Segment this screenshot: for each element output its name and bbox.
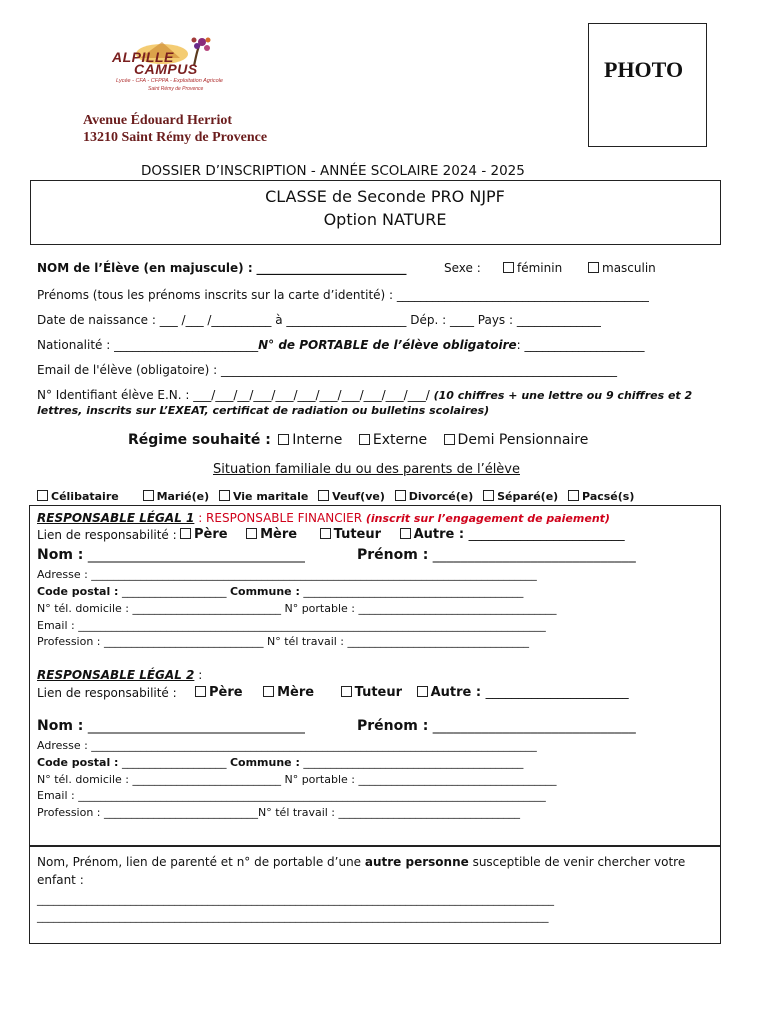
class-title-line1: CLASSE de Seconde PRO NJPF [265,187,505,206]
resp1-cp-row [37,585,523,598]
resp1-nom-label: Nom : [37,547,84,563]
resp1-nom-field[interactable]: _______________________________ [87,547,305,563]
resp1-commune-field[interactable]: ________________________________________ [303,585,524,598]
photo-label: PHOTO [604,57,684,82]
resp1-cp-label: Code postal : [37,585,119,598]
checkbox-icon[interactable] [195,686,206,697]
situation-options [37,490,634,503]
resp2-commune-field[interactable]: ________________________________________ [303,756,524,769]
checkbox-icon[interactable] [180,528,191,539]
resp2-lien-label: Lien de responsabilité : [37,686,177,700]
resp1-email-field[interactable]: Email : _____________________________________________________________________________________ [37,619,546,632]
regime-row [128,432,588,448]
dossier-title: DOSSIER D’INSCRIPTION - ANNÉE SCOLAIRE 2024 - 2025 [141,163,525,179]
situation-option-celibataire[interactable] [37,490,119,503]
autre-personne-line2[interactable]: _____________________________________________________________________________________________ [37,910,549,923]
resp1-title: RESPONSABLE LÉGAL 1 [37,511,195,525]
sexe-feminin-label: féminin [517,261,563,275]
situation-option-pacse[interactable] [568,490,634,503]
resp1-tuteur[interactable]: Tuteur [333,527,382,542]
resp2-profession-row [37,806,520,819]
situation-option-label: Séparé(e) [497,490,559,503]
checkbox-icon[interactable] [568,490,579,501]
checkbox-icon[interactable] [278,434,289,445]
resp1-adresse-field[interactable]: Adresse : _________________________________________________________________________________ [37,568,537,581]
resp1-tel-row [37,602,557,615]
logo-name-line2: CAMPUS [134,61,198,77]
resp2-adresse-field[interactable]: Adresse : _________________________________________________________________________________ [37,739,537,752]
nationalite-field[interactable]: Nationalité : ________________________ [37,338,259,352]
naissance-field[interactable]: Date de naissance : ___ /___ /__________ à ____________________ Dép. : ____ Pays : ______________ [37,313,601,327]
resp1-lien-options [180,527,625,542]
resp2-profession-field[interactable]: Profession : ____________________________ [37,806,259,819]
checkbox-icon[interactable] [417,686,428,697]
checkbox-icon[interactable] [359,434,370,445]
resp2-prenom-label: Prénom : [357,718,429,734]
situation-option-veuf[interactable] [318,490,385,503]
identifiant-row [37,388,692,402]
checkbox-icon[interactable] [483,490,494,501]
resp2-cp-field[interactable]: ___________________ [121,756,227,769]
regime-option-interne[interactable]: Interne [292,432,343,448]
situation-option-label: Célibataire [51,490,119,503]
checkbox-icon[interactable] [320,528,331,539]
resp2-cp-label: Code postal : [37,756,119,769]
student-nom-label: NOM de l’Élève (en majuscule) : [37,261,253,275]
autre-personne-text-a: Nom, Prénom, lien de parenté et n° de portable d’une [37,855,365,869]
photo-box [588,23,707,147]
situation-option-label: Vie maritale [232,490,309,503]
checkbox-icon[interactable] [444,434,455,445]
resp2-title: RESPONSABLE LÉGAL 2 [37,668,195,682]
logo-name-line1: ALPILLE [112,49,174,65]
checkbox-icon[interactable] [246,528,257,539]
address-line2: 13210 Saint Rémy de Provence [83,130,268,145]
school-logo [110,36,245,98]
resp2-nom-label: Nom : [37,718,84,734]
resp1-commune-label: Commune : [229,585,300,598]
autre-personne-text2: enfant : [37,873,84,887]
autre-personne-text-c: susceptible de venir chercher votre [468,855,686,869]
resp2-portable-field[interactable]: N° portable : ____________________________________ [284,773,557,786]
student-nom-field[interactable]: _________________________ [256,261,407,275]
resp2-colon: : [194,668,203,682]
sexe-label: Sexe : [444,261,481,275]
checkbox-icon[interactable] [503,262,514,273]
resp2-tel-field[interactable]: N° tél. domicile : ___________________________ [37,773,281,786]
resp2-nom-row [37,718,305,734]
checkbox-icon[interactable] [341,686,352,697]
sexe-feminin-option[interactable] [503,261,562,275]
resp1-financier: RESPONSABLE FINANCIER [206,511,363,525]
resp2-email-field[interactable]: Email : _____________________________________________________________________________________ [37,789,546,802]
regime-option-demi[interactable]: Demi Pensionnaire [457,432,589,448]
resp2-tel-row [37,773,557,786]
situation-option-label: Veuf(ve) [332,490,385,503]
checkbox-icon[interactable] [263,686,274,697]
identifiant-note-line2: lettres, inscrits sur L’EXEAT, certificat de radiation ou bulletins scolaires) [37,404,490,417]
resp1-profession-row [37,635,529,648]
checkbox-icon[interactable] [37,490,48,501]
resp1-autre[interactable]: Autre : [413,527,465,542]
student-nom-row [37,261,406,275]
resp1-profession-field[interactable]: Profession : _____________________________ [37,635,264,648]
resp2-lien-options [195,685,629,700]
situation-title: Situation familiale du ou des parents de l’élève [213,462,520,477]
resp2-autre-field[interactable]: ______________________ [485,685,629,700]
situation-option-label: Pacsé(s) [582,490,635,503]
regime-option-externe[interactable]: Externe [372,432,428,448]
resp2-nom-field[interactable]: _______________________________ [87,718,305,734]
logo-tagline2: Saint Rémy de Provence [148,86,204,92]
resp1-nom-row [37,547,305,563]
resp1-lien-row [37,528,177,542]
identifiant-note: (10 chiffres + une lettre ou 9 chiffres et 2 [433,389,693,402]
resp1-mere[interactable]: Mère [260,527,298,542]
situation-option-divorce[interactable] [395,490,474,503]
situation-option-label: Divorcé(e) [408,490,474,503]
resp2-autre[interactable]: Autre : [430,685,482,700]
resp2-tuteur[interactable]: Tuteur [354,685,403,700]
resp1-prenom-field[interactable]: _____________________________ [432,547,636,563]
resp2-commune-label: Commune : [229,756,300,769]
resp2-cp-row [37,756,523,769]
resp2-mere[interactable]: Mère [277,685,315,700]
situation-option-marie[interactable] [143,490,210,503]
portable-label: N° de PORTABLE de l’élève obligatoire [258,338,517,352]
autre-personne-text-b: autre personne [364,855,469,869]
prenoms-field[interactable]: Prénoms (tous les prénoms inscrits sur la carte d’identité) : __________________________________________ [37,288,649,302]
resp1-prenom-row [357,547,636,563]
logo-tagline: Lycée - CFA - CFPPA - Exploitation Agricole [116,78,223,84]
checkbox-icon[interactable] [219,490,230,501]
address-line1: Avenue Édouard Herriot [83,113,233,128]
situation-option-vie-maritale[interactable] [219,490,308,503]
resp2-pere[interactable]: Père [209,685,243,700]
situation-option-label: Marié(e) [156,490,210,503]
resp1-tel-travail-field[interactable]: N° tél travail : _________________________________ [267,635,530,648]
resp1-cp-field[interactable]: ___________________ [121,585,227,598]
resp1-pere[interactable]: Père [194,527,228,542]
resp1-autre-field[interactable]: ________________________ [468,527,625,542]
autre-personne-text [37,855,685,869]
resp2-lien-row [37,686,177,700]
checkbox-icon[interactable] [400,528,411,539]
student-email-field[interactable]: Email de l'élève (obligatoire) : __________________________________________________________________ [37,363,618,377]
identifiant-field[interactable]: N° Identifiant élève E.N. : ___/___/__/___/___/___/___/___/___/___/___/ [37,388,434,402]
resp1-portable-field[interactable]: N° portable : ____________________________________ [284,602,557,615]
nationalite-row [37,338,645,352]
resp2-prenom-row [357,718,636,734]
regime-label: Régime souhaité : [128,432,271,448]
checkbox-icon[interactable] [395,490,406,501]
resp1-lien-label: Lien de responsabilité : [37,528,177,542]
resp2-title-row [37,668,202,682]
resp2-tel-travail-field[interactable]: N° tél travail : _________________________________ [258,806,521,819]
portable-field[interactable]: : ____________________ [516,338,645,352]
resp2-prenom-field[interactable]: _____________________________ [432,718,636,734]
sexe-masculin-option[interactable] [588,261,656,275]
checkbox-icon[interactable] [588,262,599,273]
resp1-title-row [37,511,610,525]
checkbox-icon[interactable] [318,490,329,501]
situation-option-separe[interactable] [483,490,558,503]
resp1-prenom-label: Prénom : [357,547,429,563]
resp1-financier-note: (inscrit sur l’engagement de paiement) [365,512,610,525]
resp1-tel-field[interactable]: N° tél. domicile : ___________________________ [37,602,281,615]
sexe-masculin-label: masculin [602,261,656,275]
resp1-colon: : [194,511,207,525]
autre-personne-line1[interactable]: ______________________________________________________________________________________________ [37,893,554,906]
checkbox-icon[interactable] [143,490,154,501]
class-title-line2: Option NATURE [323,210,447,229]
